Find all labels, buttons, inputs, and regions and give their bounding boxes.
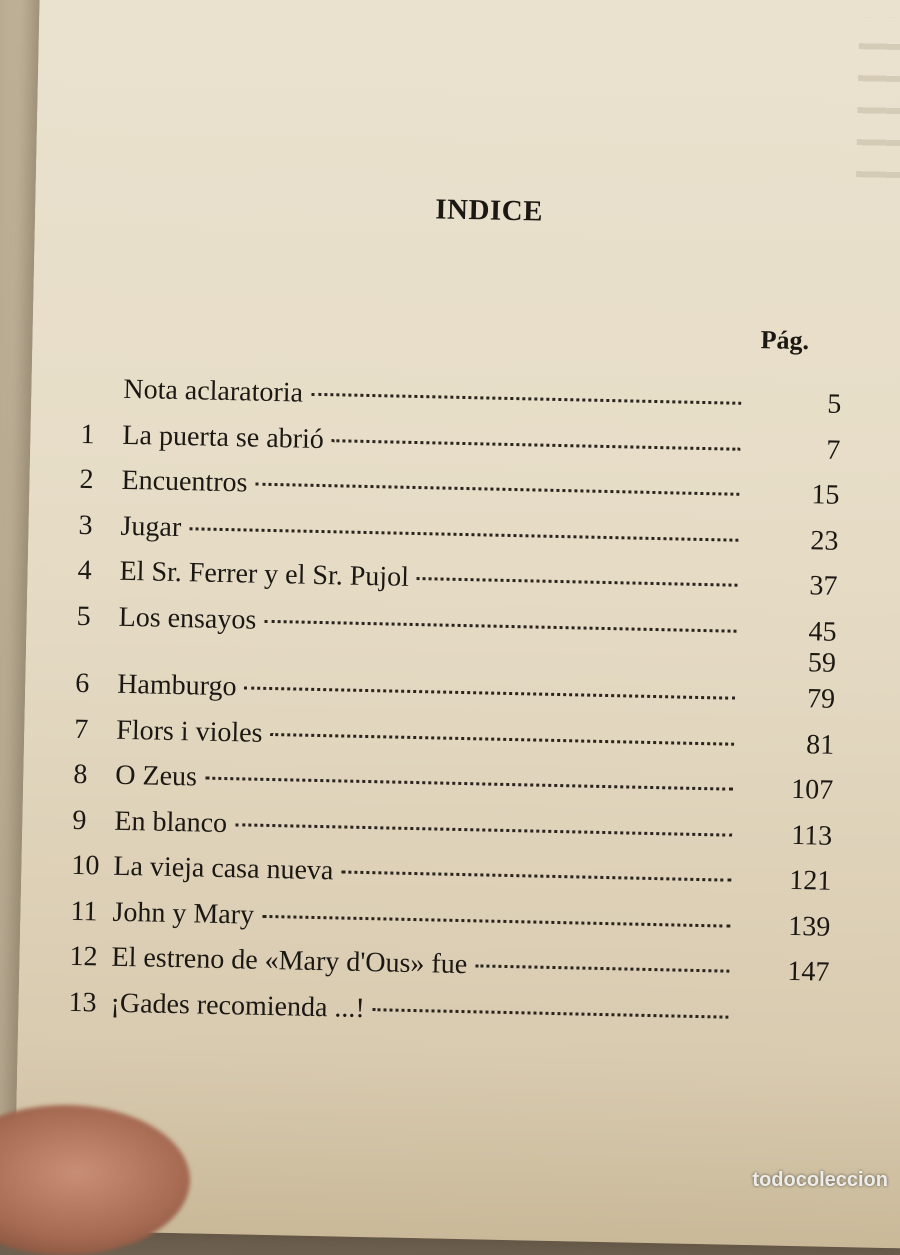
entry-number: 11 [70,895,98,927]
entry-title: O Zeus [115,760,734,805]
entry-page: 139 [788,910,831,943]
bleed-through-text [856,17,900,199]
entry-title: Flors i violes [116,714,735,759]
entry-title: La puerta se abrió [122,419,741,464]
dot-leader [264,619,736,632]
entry-page: 121 [788,864,832,897]
entry-number: 5 [76,600,92,632]
entry-page: 107 [790,773,834,806]
entry-number [82,373,122,374]
entry-number: 1 [80,418,95,450]
entry-page: 7 [826,434,841,466]
dot-leader [189,527,738,542]
entry-number: 4 [77,554,92,587]
entry-title: Jugar [120,510,739,555]
table-of-contents [48,373,842,1048]
entry-number: 13 [68,986,97,1018]
dot-leader [332,439,741,451]
entry-title: Encuentros [121,465,740,510]
entry-page: 37 [809,570,838,602]
index-title: INDICE [434,193,544,228]
entry-number: 9 [72,804,87,836]
entry-title: John y Mary [112,896,731,941]
entry-title: Hamburgo [117,669,736,714]
dot-leader [262,914,730,927]
entry-title: El estreno de «Mary d'Ous» fue [111,942,730,987]
entry-title: Nota aclaratoria [123,374,742,419]
entry-page: 23 [810,524,839,557]
entry-page: 79 [806,683,836,715]
entry-page: 59 [807,647,837,679]
dot-leader [270,732,734,745]
page-column-header: Pág. [760,325,810,356]
dot-leader [235,823,732,836]
entry-page: 147 [787,955,830,988]
entry-number: 8 [73,758,88,791]
entry-page: 15 [811,479,840,511]
dot-leader [417,577,738,587]
entry-title: La vieja casa nueva [113,851,732,896]
entry-page: 113 [790,819,833,852]
entry-title: ¡Gades recomienda ...! [110,987,729,1032]
entry-title: En blanco [114,805,733,850]
entry-number: 7 [73,713,89,745]
dot-leader [341,871,731,882]
entry-number: 12 [69,940,98,973]
entry-title: Los ensayos [118,601,737,646]
book-page [14,0,900,1249]
entry-number: 3 [78,509,93,541]
entry-page: 45 [808,615,837,648]
dot-leader [255,483,739,496]
dot-leader [373,1008,729,1018]
entry-title: El Sr. Ferrer y el Sr. Pujol [119,556,738,601]
dot-leader [311,393,741,405]
entry-number: 10 [71,849,100,882]
dot-leader [475,964,729,972]
entry-page: 5 [826,388,842,420]
dot-leader [205,777,733,791]
entry-page: 81 [805,728,835,761]
watermark-text: todocoleccion [752,1169,888,1191]
entry-number: 2 [79,463,94,496]
dot-leader [244,686,735,699]
entry-number: 6 [74,667,90,700]
